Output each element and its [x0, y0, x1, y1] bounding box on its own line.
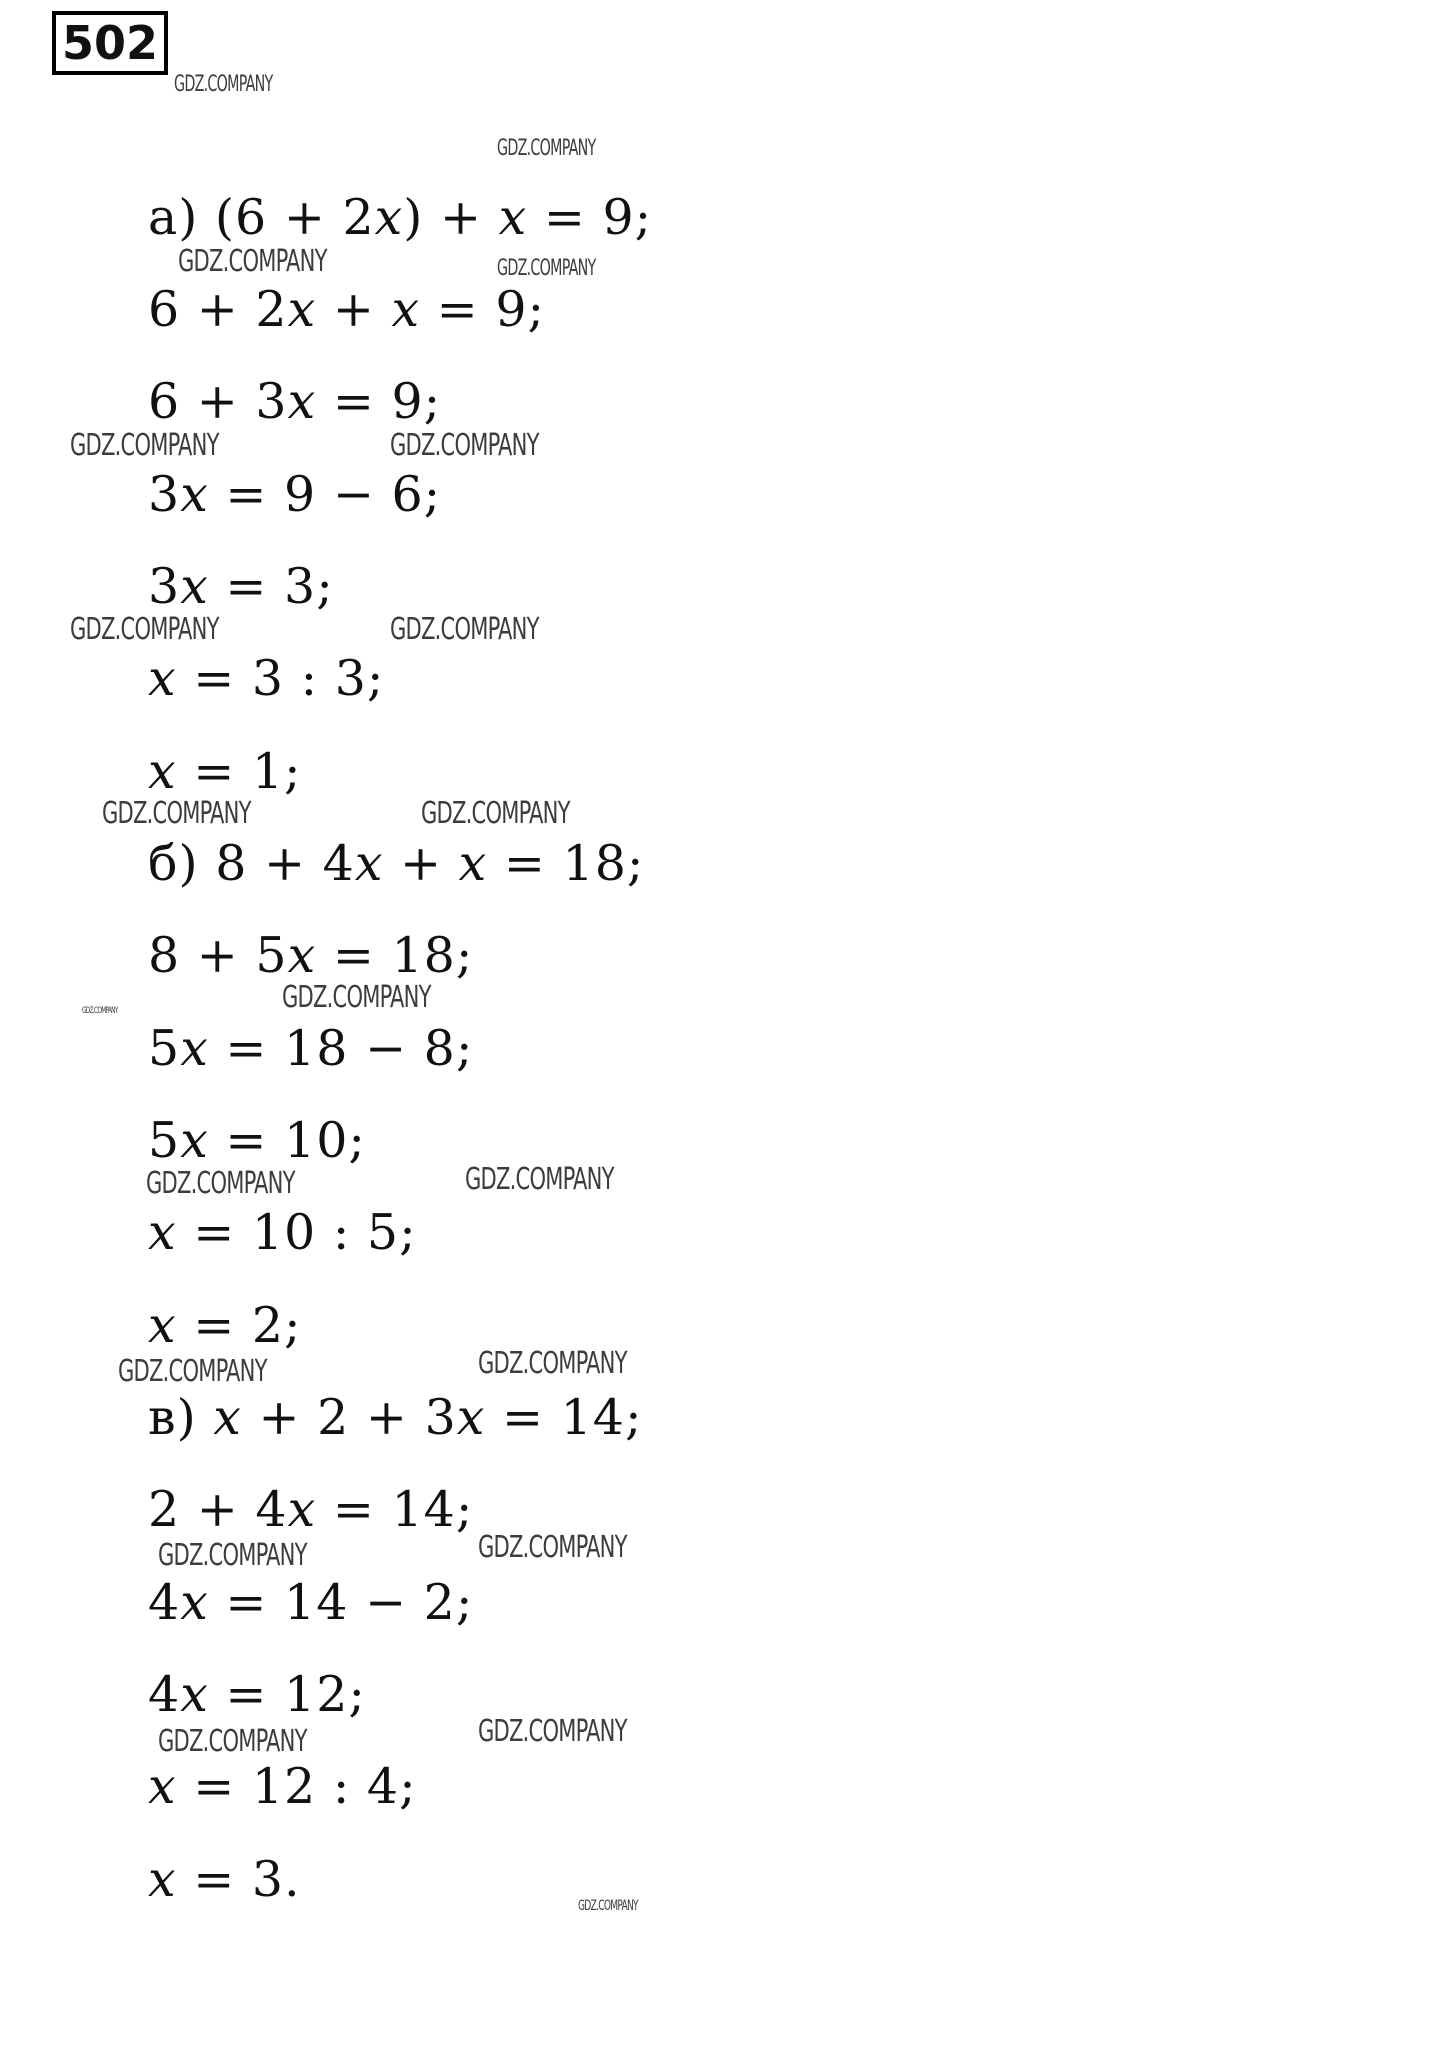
watermark: GDZ.COMPANY — [578, 1898, 638, 1914]
watermark: GDZ.COMPANY — [478, 1714, 627, 1749]
watermark: GDZ.COMPANY — [282, 980, 431, 1015]
equation-line: x = 1; — [148, 743, 302, 800]
watermark: GDZ.COMPANY — [102, 796, 251, 831]
watermark: GDZ.COMPANY — [497, 256, 596, 281]
equation-line: x = 10 : 5; — [148, 1204, 417, 1261]
equation-line: x = 2; — [148, 1297, 302, 1354]
watermark: GDZ.COMPANY — [390, 428, 539, 463]
equation-line: в) x + 2 + 3x = 14; — [148, 1389, 643, 1446]
equation-line: 4x = 14 − 2; — [148, 1574, 474, 1631]
equation-line: 5x = 10; — [148, 1112, 366, 1169]
equation-line: x = 3 : 3; — [148, 650, 385, 707]
watermark: GDZ.COMPANY — [497, 136, 596, 161]
equation-line: 8 + 5x = 18; — [148, 927, 474, 984]
watermark: GDZ.COMPANY — [478, 1346, 627, 1381]
watermark: GDZ.COMPANY — [82, 1006, 118, 1016]
exercise-number: 502 — [52, 11, 168, 75]
equation-line: 3x = 3; — [148, 558, 334, 615]
equation-line: x = 12 : 4; — [148, 1758, 417, 1815]
equation-line: 3x = 9 − 6; — [148, 466, 442, 523]
watermark: GDZ.COMPANY — [174, 72, 273, 97]
watermark: GDZ.COMPANY — [421, 796, 570, 831]
equation-line: б) 8 + 4x + x = 18; — [148, 835, 645, 892]
watermark: GDZ.COMPANY — [178, 244, 327, 279]
watermark: GDZ.COMPANY — [70, 612, 219, 647]
watermark: GDZ.COMPANY — [478, 1530, 627, 1565]
watermark: GDZ.COMPANY — [146, 1166, 295, 1201]
watermark: GDZ.COMPANY — [158, 1724, 307, 1759]
watermark: GDZ.COMPANY — [465, 1162, 614, 1197]
equation-line: 4x = 12; — [148, 1666, 366, 1723]
watermark: GDZ.COMPANY — [390, 612, 539, 647]
watermark: GDZ.COMPANY — [158, 1538, 307, 1573]
equation-line: 5x = 18 − 8; — [148, 1020, 474, 1077]
equation-line: 6 + 3x = 9; — [148, 373, 442, 430]
watermark: GDZ.COMPANY — [118, 1354, 267, 1389]
equation-line: а) (6 + 2x) + x = 9; — [148, 189, 653, 246]
equation-line: 6 + 2x + x = 9; — [148, 281, 546, 338]
equation-line: x = 3. — [148, 1851, 301, 1908]
watermark: GDZ.COMPANY — [70, 428, 219, 463]
equation-line: 2 + 4x = 14; — [148, 1481, 474, 1538]
